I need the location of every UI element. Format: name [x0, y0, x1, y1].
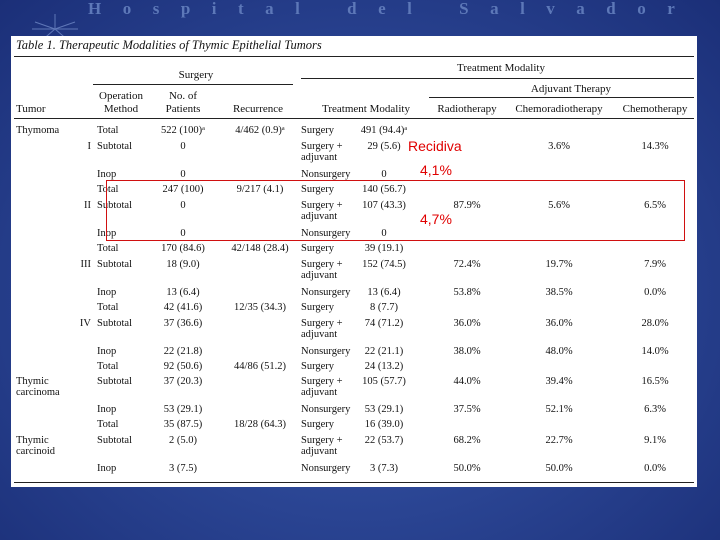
cell-tm: Nonsurgery	[301, 169, 351, 180]
header-treatment-modality: Treatment Modality	[322, 103, 410, 115]
cell-recurrence: 18/28 (64.3)	[234, 419, 286, 430]
cell-method: Inop	[97, 346, 117, 357]
cell-tm: Surgery +	[301, 318, 343, 329]
cell-radio: 53.8%	[453, 287, 481, 298]
cell-patients: 18 (9.0)	[166, 259, 200, 270]
annotation-pct-1: 4,1%	[420, 162, 452, 178]
cell-patients: 170 (84.6)	[161, 243, 205, 254]
cell-tm_n: 22 (53.7)	[364, 435, 404, 446]
header-operation-line2: Method	[103, 103, 139, 115]
cell-chemo: 6.5%	[644, 200, 666, 211]
cell-recurrence: 12/35 (34.3)	[234, 302, 286, 313]
cell-chemoradio: 39.4%	[545, 376, 573, 387]
cell-patients: 2 (5.0)	[169, 435, 197, 446]
cell-stage: I	[87, 141, 91, 152]
cell-tm: adjuvant	[301, 270, 338, 281]
cell-patients: 247 (100)	[162, 184, 204, 195]
cell-method: Total	[97, 361, 119, 372]
cell-tm: adjuvant	[301, 211, 338, 222]
cell-method: Inop	[97, 463, 117, 474]
cell-chemoradio: 36.0%	[545, 318, 573, 329]
cell-stage: II	[84, 200, 91, 211]
cell-recurrence: 44/86 (51.2)	[234, 361, 286, 372]
cell-method: Total	[97, 419, 119, 430]
header-treatment-modality-group: Treatment Modality	[457, 62, 545, 74]
cell-chemo: 6.3%	[644, 404, 666, 415]
cell-patients: 0	[180, 169, 186, 180]
header-chemoradiotherapy: Chemoradiotherapy	[515, 103, 603, 115]
rule-header-bottom	[14, 118, 694, 119]
cell-tm_n: 107 (43.3)	[362, 200, 406, 211]
header-chemotherapy: Chemotherapy	[622, 103, 688, 115]
cell-stage: IV	[79, 318, 91, 329]
cell-tm_n: 140 (56.7)	[362, 184, 406, 195]
cell-tm_n: 13 (6.4)	[367, 287, 401, 298]
cell-tumor: Thymoma	[16, 125, 60, 136]
header-recurrence: Recurrence	[232, 103, 284, 115]
cell-tm: Surgery	[301, 419, 335, 430]
cell-radio: 37.5%	[453, 404, 481, 415]
cell-patients: 37 (36.6)	[163, 318, 203, 329]
cell-chemoradio: 52.1%	[545, 404, 573, 415]
cell-tm_n: 8 (7.7)	[370, 302, 398, 313]
annotation-recidiva: Recidiva	[408, 138, 462, 154]
cell-patients: 42 (41.6)	[163, 302, 203, 313]
cell-chemoradio: 48.0%	[545, 346, 573, 357]
slide-title: Hospital del Salvador	[88, 0, 697, 18]
cell-radio: 44.0%	[453, 376, 481, 387]
cell-chemoradio: 50.0%	[545, 463, 573, 474]
cell-tm: Surgery	[301, 184, 335, 195]
cell-tm_n: 39 (19.1)	[364, 243, 404, 254]
cell-tm: Surgery +	[301, 200, 343, 211]
cell-radio: 72.4%	[453, 259, 481, 270]
cell-method: Subtotal	[97, 141, 133, 152]
cell-method: Subtotal	[97, 318, 133, 329]
cell-patients: 0	[180, 141, 186, 152]
cell-method: Subtotal	[97, 435, 133, 446]
cell-chemo: 14.3%	[641, 141, 669, 152]
cell-tm_n: 152 (74.5)	[362, 259, 406, 270]
cell-tm: adjuvant	[301, 152, 338, 163]
cell-patients: 22 (21.8)	[163, 346, 203, 357]
cell-chemoradio: 38.5%	[545, 287, 573, 298]
cell-tm_n: 0	[381, 169, 387, 180]
cell-stage: III	[80, 259, 91, 270]
cell-tm: Surgery +	[301, 141, 343, 152]
cell-method: Total	[97, 125, 119, 136]
header-surgery: Surgery	[178, 69, 214, 81]
header-patients-line2: Patients	[165, 103, 201, 115]
cell-method: Subtotal	[97, 259, 133, 270]
cell-patients: 522 (100)ᵃ	[161, 125, 205, 136]
cell-method: Inop	[97, 169, 117, 180]
cell-tm_n: 105 (57.7)	[362, 376, 406, 387]
cell-tm: Surgery	[301, 302, 335, 313]
cell-tumor: carcinoma	[16, 387, 60, 398]
cell-patients: 3 (7.5)	[169, 463, 197, 474]
cell-radio: 50.0%	[453, 463, 481, 474]
cell-patients: 92 (50.6)	[163, 361, 203, 372]
cell-tm: Surgery +	[301, 435, 343, 446]
highlight-box	[106, 180, 685, 241]
cell-chemoradio: 19.7%	[545, 259, 573, 270]
cell-tumor: carcinoid	[16, 446, 56, 457]
cell-method: Inop	[97, 287, 117, 298]
cell-tm_n: 74 (71.2)	[364, 318, 404, 329]
cell-tm: Nonsurgery	[301, 346, 351, 357]
cell-chemo: 16.5%	[641, 376, 669, 387]
cell-chemoradio: 5.6%	[548, 200, 570, 211]
cell-tm: adjuvant	[301, 446, 338, 457]
cell-patients: 13 (6.4)	[166, 287, 200, 298]
header-adjuvant-therapy: Adjuvant Therapy	[530, 83, 612, 95]
cell-tumor: Thymic	[16, 376, 49, 387]
cell-tm: Surgery	[301, 243, 335, 254]
cell-tumor: Thymic	[16, 435, 49, 446]
cell-radio: 38.0%	[453, 346, 481, 357]
cell-tm: Nonsurgery	[301, 287, 351, 298]
cell-tm_n: 24 (13.2)	[364, 361, 404, 372]
rule-bottom	[14, 482, 694, 483]
cell-patients: 0	[180, 200, 186, 211]
cell-chemo: 9.1%	[644, 435, 666, 446]
cell-chemo: 0.0%	[644, 463, 666, 474]
rule-treatment	[301, 78, 694, 79]
cell-tm_n: 3 (7.3)	[370, 463, 398, 474]
cell-method: Inop	[97, 228, 117, 239]
rule-surgery	[93, 84, 293, 85]
cell-method: Subtotal	[97, 200, 133, 211]
cell-recurrence: 4/462 (0.9)ᵃ	[235, 125, 285, 136]
header-operation-line1: Operation	[99, 90, 143, 102]
cell-tm: Nonsurgery	[301, 228, 351, 239]
cell-chemoradio: 3.6%	[548, 141, 570, 152]
cell-chemo: 0.0%	[644, 287, 666, 298]
cell-method: Total	[97, 302, 119, 313]
rule-adjuvant	[429, 97, 694, 98]
cell-recurrence: 9/217 (4.1)	[236, 184, 284, 195]
cell-chemo: 7.9%	[644, 259, 666, 270]
cell-tm: Surgery +	[301, 259, 343, 270]
cell-chemo: 28.0%	[641, 318, 669, 329]
cell-tm: adjuvant	[301, 387, 338, 398]
cell-recurrence: 42/148 (28.4)	[231, 243, 289, 254]
cell-patients: 37 (20.3)	[163, 376, 203, 387]
cell-tm_n: 53 (29.1)	[364, 404, 404, 415]
cell-radio: 87.9%	[453, 200, 481, 211]
cell-tm: Surgery +	[301, 376, 343, 387]
cell-tm: adjuvant	[301, 329, 338, 340]
cell-chemo: 14.0%	[641, 346, 669, 357]
cell-radio: 68.2%	[453, 435, 481, 446]
annotation-pct-2: 4,7%	[420, 211, 452, 227]
cell-method: Inop	[97, 404, 117, 415]
cell-tm_n: 0	[381, 228, 387, 239]
header-tumor: Tumor	[16, 103, 46, 115]
cell-tm_n: 491 (94.4)ᵃ	[360, 125, 408, 136]
cell-method: Total	[97, 243, 119, 254]
cell-method: Total	[97, 184, 119, 195]
cell-patients: 53 (29.1)	[163, 404, 203, 415]
header-radiotherapy: Radiotherapy	[437, 103, 497, 115]
header-patients-line1: No. of	[168, 90, 198, 102]
cell-tm: Nonsurgery	[301, 463, 351, 474]
rule-top	[14, 56, 694, 57]
cell-radio: 36.0%	[453, 318, 481, 329]
cell-patients: 35 (87.5)	[163, 419, 203, 430]
cell-tm_n: 22 (21.1)	[364, 346, 404, 357]
cell-tm: Surgery	[301, 125, 335, 136]
cell-patients: 0	[180, 228, 186, 239]
cell-chemoradio: 22.7%	[545, 435, 573, 446]
cell-tm_n: 29 (5.6)	[367, 141, 401, 152]
table-caption: Table 1. Therapeutic Modalities of Thymic Epithelial Tumors	[16, 38, 322, 52]
cell-tm: Nonsurgery	[301, 404, 351, 415]
table-card	[11, 36, 697, 487]
cell-method: Subtotal	[97, 376, 133, 387]
cell-tm: Surgery	[301, 361, 335, 372]
cell-tm_n: 16 (39.0)	[364, 419, 404, 430]
